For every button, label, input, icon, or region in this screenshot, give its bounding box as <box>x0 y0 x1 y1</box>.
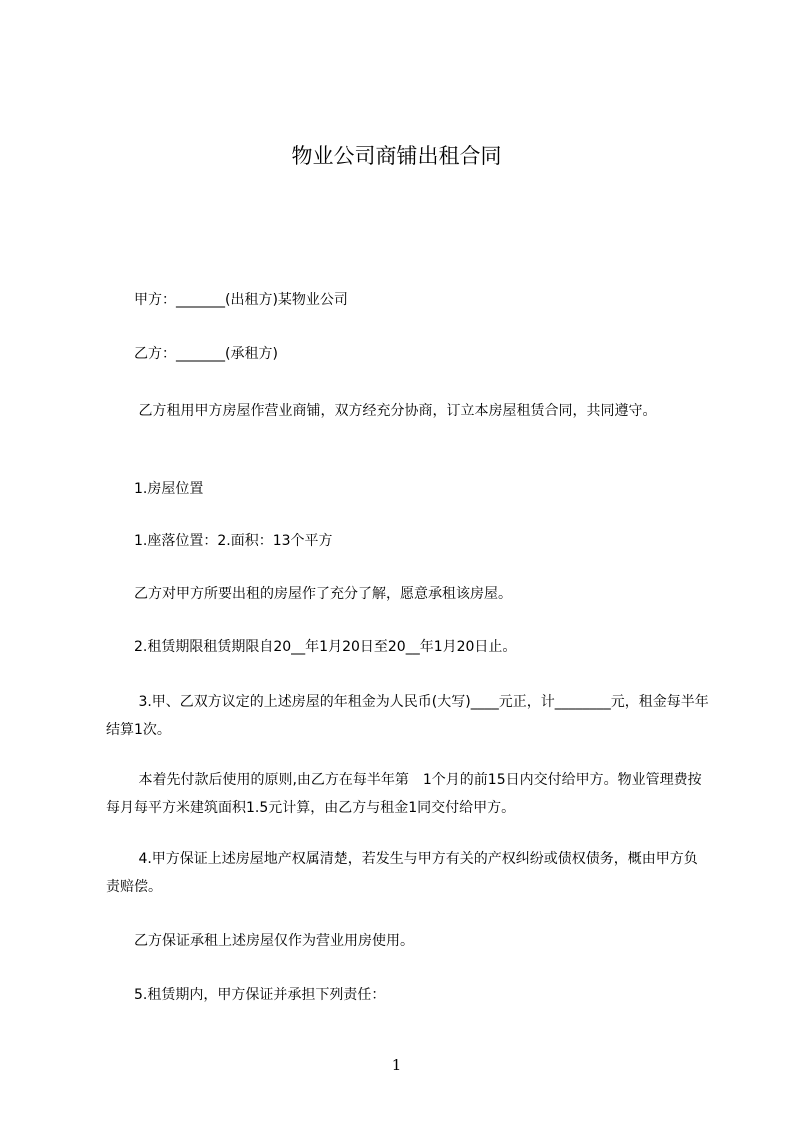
paragraph-section-3: 3.甲、乙双方议定的上述房屋的年租金为人民币(大写)____元正，计________元，租金每半年结算1次。 <box>106 694 709 738</box>
paragraph-usage: 乙方保证承租上述房屋仅作为营业用房使用。 <box>106 933 414 949</box>
paragraph-section-5: 5.租赁期内，甲方保证并承担下列责任： <box>106 987 386 1003</box>
paragraph-intro: 乙方租用甲方房屋作营业商铺，双方经充分协商，订立本房屋租赁合同，共同遵守。 <box>106 403 657 419</box>
paragraph-section-1: 1.房屋位置 <box>106 481 204 497</box>
page-number: 1 <box>391 1056 402 1074</box>
paragraph-section-2: 2.租赁期限租赁期限自20__年1月20日至20__年1月20日止。 <box>106 639 517 655</box>
paragraph-section-4: 4.甲方保证上述房屋地产权属清楚，若发生与甲方有关的产权纠纷或债权债务，概由甲方负责赔偿。 <box>106 851 698 895</box>
paragraph-payment: 本着先付款后使用的原则,由乙方在每半年第 1个月的前15日内交付给甲方。物业管理费按每月每平方米建筑面积1.5元计算，由乙方与租金1同交付给甲方。 <box>106 772 702 816</box>
document-title: 物业公司商铺出租合同 <box>291 144 502 168</box>
paragraph-party-b: 乙方：_______(承租方) <box>106 346 278 362</box>
paragraph-understanding: 乙方对甲方所要出租的房屋作了充分了解，愿意承租该房屋。 <box>106 586 512 602</box>
paragraph-location: 1.座落位置：2.面积：13个平方 <box>106 533 333 549</box>
paragraph-party-a: 甲方：_______(出租方)某物业公司 <box>106 292 348 308</box>
